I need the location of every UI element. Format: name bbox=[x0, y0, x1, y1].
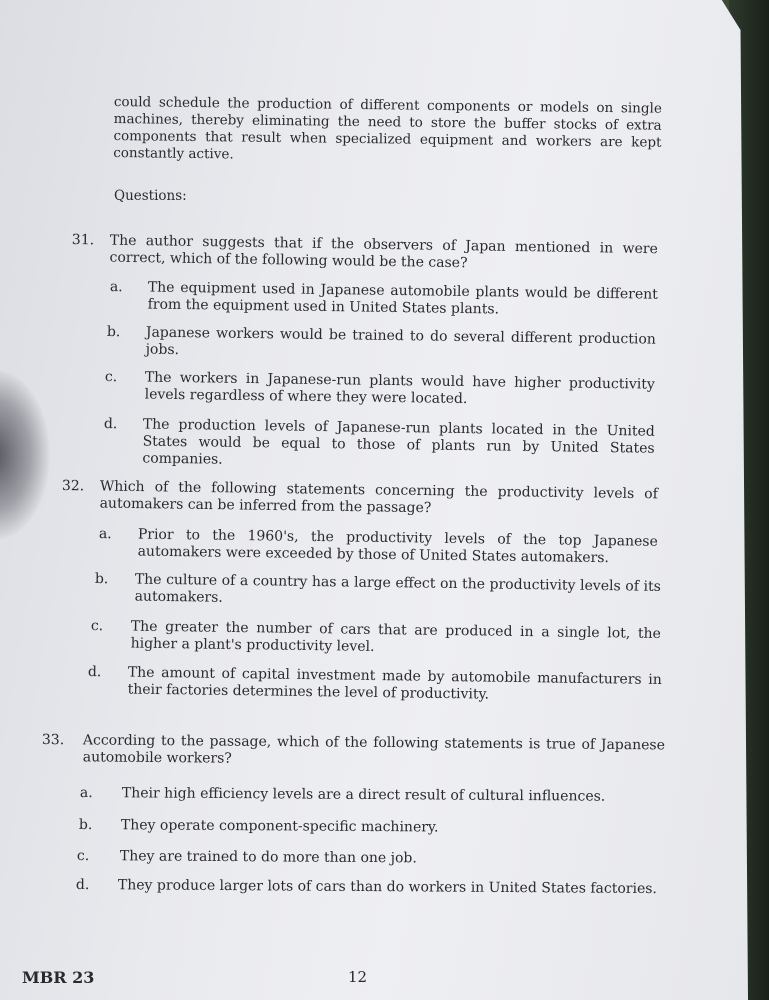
question-stem: The author suggests that if the observers of Japan mentioned in were correct, which of the following would be the case? bbox=[109, 232, 658, 272]
question-number: 31. bbox=[71, 232, 95, 249]
question-stem: According to the passage, which of the following statements is true of Japanese automobile workers? bbox=[82, 732, 665, 767]
option-letter: c. bbox=[76, 848, 90, 865]
option-letter: a. bbox=[79, 785, 93, 802]
option-33-c[interactable] bbox=[76, 848, 669, 867]
option-letter: b. bbox=[106, 324, 121, 341]
page-number: 12 bbox=[348, 968, 368, 986]
option-letter: d. bbox=[87, 664, 102, 681]
option-letter: d. bbox=[103, 416, 118, 433]
question-33 bbox=[41, 732, 668, 767]
footer-code: MBR 23 bbox=[22, 968, 95, 987]
question-31 bbox=[71, 232, 660, 272]
option-text: The amount of capital investment made by automobile manufacturers in their factories determines the level of productivity. bbox=[127, 664, 662, 703]
option-text: The culture of a country has a large effect on the productivity levels of its automakers. bbox=[134, 571, 661, 606]
option-letter: c. bbox=[90, 618, 104, 635]
option-32-d[interactable] bbox=[87, 664, 664, 703]
option-31-c[interactable] bbox=[104, 369, 657, 408]
option-32-c[interactable] bbox=[90, 618, 663, 655]
option-letter: d. bbox=[75, 877, 90, 894]
option-letter: b. bbox=[94, 571, 109, 588]
passage-fragment: could schedule the production of different components or models on single machines, thereby eliminating the need to store the buffer stocks of extra components that result when specialized equipment and workers are kept constantly active. bbox=[113, 94, 662, 163]
questions-heading: Questions: bbox=[114, 188, 187, 204]
option-32-a[interactable] bbox=[98, 526, 661, 567]
question-stem: Which of the following statements concerning the productivity levels of automakers can be inferred from the passage? bbox=[99, 478, 658, 517]
option-letter: a. bbox=[109, 279, 123, 296]
question-number: 33. bbox=[41, 732, 65, 749]
option-31-a[interactable] bbox=[109, 279, 660, 318]
option-text: The greater the number of cars that are produced in a single lot, the higher a plant's productivity level. bbox=[130, 618, 661, 655]
question-32 bbox=[61, 478, 660, 517]
option-33-b[interactable] bbox=[78, 817, 669, 836]
option-31-b[interactable] bbox=[106, 324, 659, 359]
option-text: Japanese workers would be trained to do several different production jobs. bbox=[145, 324, 656, 359]
option-letter: a. bbox=[98, 526, 112, 543]
question-number: 32. bbox=[61, 478, 85, 495]
option-text: They produce larger lots of cars than do workers in United States factories. bbox=[117, 877, 657, 898]
option-text: The equipment used in Japanese automobile plants would be different from the equipment used in United States plants. bbox=[147, 279, 658, 318]
option-text: Prior to the 1960's, the productivity levels of the top Japanese automakers were exceeded by those of United States automakers. bbox=[137, 526, 658, 567]
option-text: They operate component-specific machinery. bbox=[120, 817, 439, 836]
option-text: The workers in Japanese-run plants would have higher productivity levels regardless of where they were located. bbox=[144, 369, 655, 408]
option-letter: b. bbox=[78, 817, 93, 834]
option-33-a[interactable] bbox=[79, 785, 670, 805]
option-32-b[interactable] bbox=[94, 571, 663, 606]
option-text: The production levels of Japanese-run plants located in the United States would be equal to those of plants run by United States companies. bbox=[142, 416, 655, 468]
option-letter: c. bbox=[104, 369, 118, 386]
option-31-d[interactable] bbox=[103, 416, 658, 468]
option-text: They are trained to do more than one job. bbox=[119, 848, 417, 867]
option-text: Their high efficiency levels are a direct result of cultural influences. bbox=[121, 785, 606, 805]
option-33-d[interactable] bbox=[75, 877, 678, 898]
